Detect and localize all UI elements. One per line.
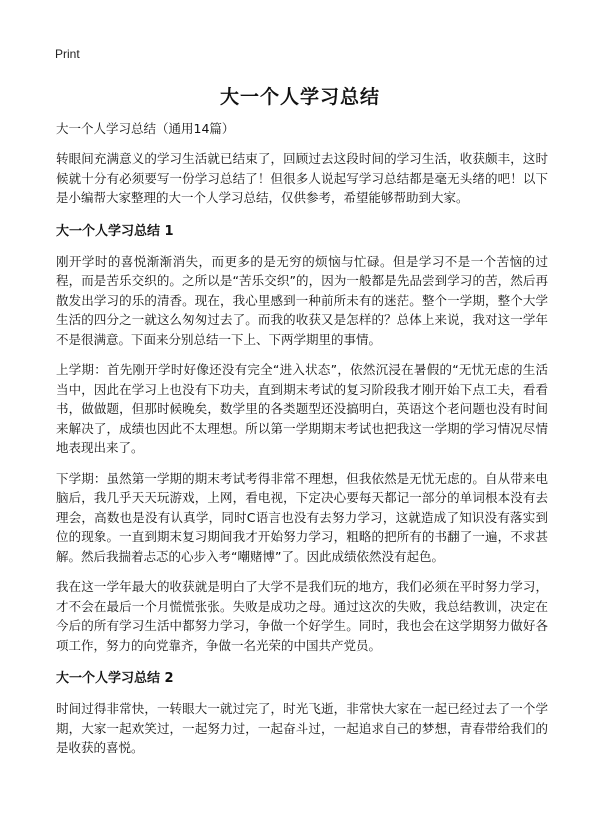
intro-paragraph: 转眼间充满意义的学习生活就已结束了，回顾过去这段时间的学习生活，收获颇丰，这时候就十分有必须要写一份学习总结了！但很多人说起写学习总结都是毫无头绪的吧！以下是小编帮大家整理的大一个人学习总结，仅供参考，希望能够帮助到大家。	[56, 151, 548, 205]
section-1-paragraph-2: 上学期：首先刚开学时好像还没有完全“进入状态”，依然沉浸在暑假的“无忧无虑的生活当中，因此在学习上也没有下功夫，直到期末考试的复习阶段我才刚开始下点工夫，看看书，做做题，但那时候晚矣，数学里的各类题型还没搞明白，英语这个老问题也没有时间来解决了，成绩也因此不太理想。所以第一学期期末考试也把我这一学期的学习情况尽情地表现出来了。	[56, 362, 548, 455]
section-1-paragraph-1: 刚开学时的喜悦渐渐消失，而更多的是无穷的烦恼与忙碌。但是学习不是一个苦恼的过程，而是苦乐交织的。之所以是“苦乐交织”的，因为一般都是先品尝到学习的苦，然后再散发出学习的乐的清香。现在，我心里感到一种前所未有的迷茫。整个一学期，整个大学生活的四分之一就这么匆匆过去了。而我的收获又是怎样的？总体上来说，我对这一学年不是很满意。下面来分别总结一下上、下两学期里的事情。	[56, 253, 548, 347]
section-1-paragraph-3: 下学期：虽然第一学期的期末考试考得非常不理想，但我依然是无忧无虑的。自从带来电脑后，我几乎天天玩游戏，上网，看电视，下定决心要每天都记一部分的单词根本没有去理会，高数也是没有认真学，同时C语言也没有去努力学习，这就造成了知识没有落实到位的现象。一直到期末复习期间我才开始努力学习，粗略的把所有的书翻了一遍，不求甚解。然后我揣着忐忑的心步入考“嘲赌博”了。因此成绩依然没有起色。	[56, 470, 548, 564]
section-heading-2: 大一个人学习总结 2	[56, 671, 174, 686]
section-heading-1: 大一个人学习总结 1	[56, 223, 174, 239]
print-link[interactable]: Print	[55, 47, 80, 61]
section-1-paragraph-4: 我在这一学年最大的收获就是明白了大学不是我们玩的地方，我们必须在平时努力学习，才不会在最后一个月慌慌张张。失败是成功之母。通过这次的失败，我总结教训，决定在今后的所有学习生活中都努力学习，争做一个好学生。同时，我也会在这学期努力做好各项工作，努力的向党靠齐，争做一名光荣的中国共产党员。	[56, 579, 548, 653]
document-body	[56, 119, 548, 769]
document-subtitle: 大一个人学习总结（通用14篇）	[56, 121, 235, 136]
document-title: 大一个人学习总结	[219, 86, 380, 108]
section-2-paragraph-1: 时间过得非常快，一转眼大一就过完了，时光飞逝，非常快大家在一起已经过去了一个学期，大家一起欢笑过，一起努力过，一起奋斗过，一起追求自己的梦想，青春带给我们的是收获的喜悦。	[56, 701, 548, 755]
